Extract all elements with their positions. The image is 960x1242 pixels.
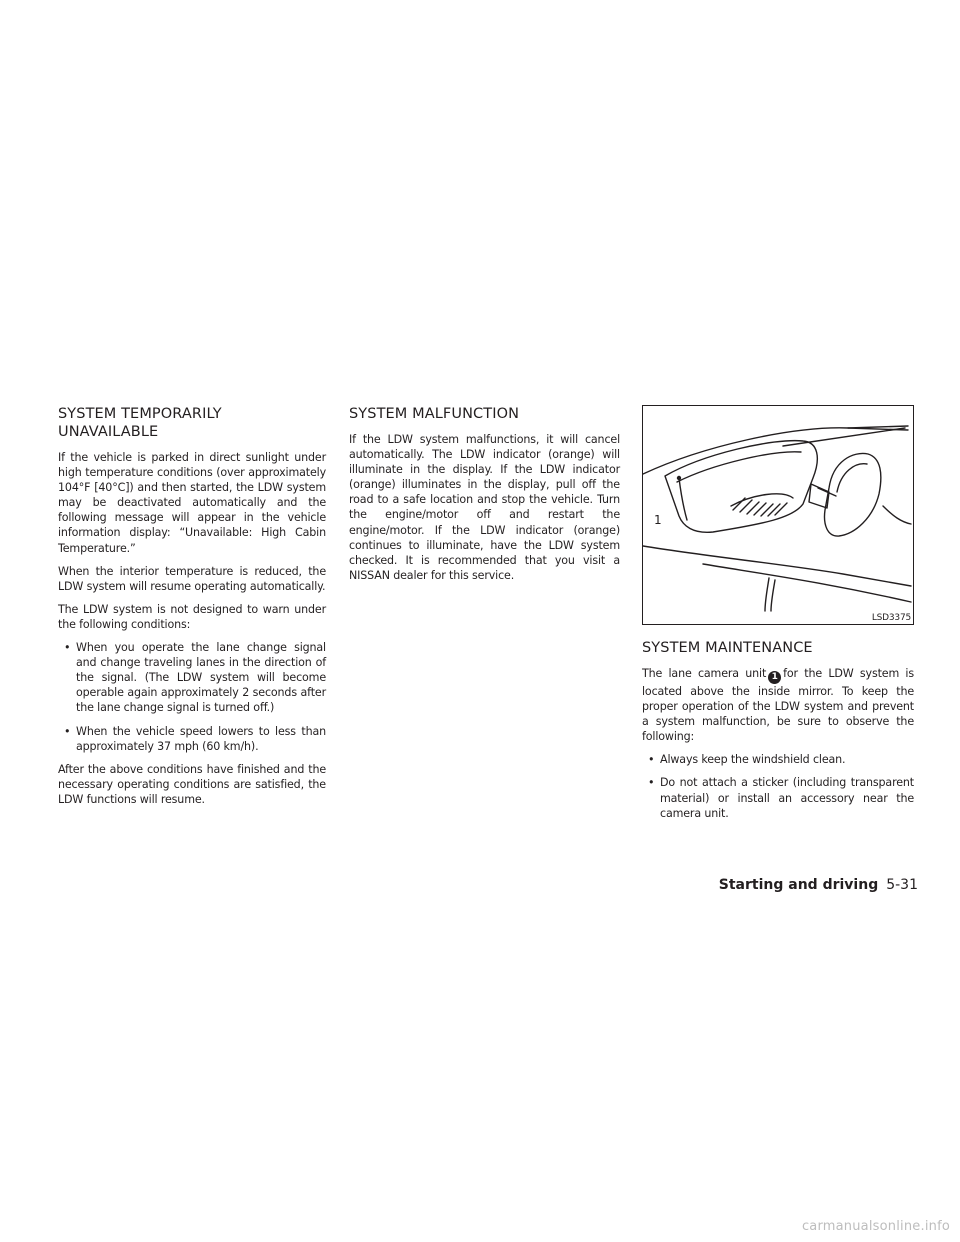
paragraph-malfunction: If the LDW system malfunctions, it will cancel automatically. The LDW indicator (orange) will illuminate in the display. If the LDW indicator (orange) illuminates in the display, pull off the road to a safe location and stop the vehicle. Turn the engine/motor off and restart the engine/motor. If the LDW indicator (orange) continues to illuminate, have the LDW system checked. It is recommended that you visit a NISSAN dealer for this service. (349, 433, 620, 582)
list-item (642, 752, 914, 767)
column-left (58, 405, 326, 815)
figure-label: LSD3375 (871, 613, 911, 623)
windshield-camera-drawing (643, 406, 913, 624)
text-fragment: The lane camera unit (642, 667, 767, 680)
heading-system-maintenance: SYSTEM MAINTENANCE (642, 640, 813, 656)
paragraph-high-temperature: If the vehicle is parked in direct sunlight under high temperature conditions (over approximately 104°F [40°C]) and then started, the LDW system may be deactivated automatically and the following message will appear in the vehicle information display: “Unavailable: High Cabin Temperature.” (58, 451, 326, 555)
maintenance-list (642, 752, 914, 820)
footer-section-title: Starting and driving (718, 877, 879, 893)
watermark: carmanualsonline.info (801, 1219, 950, 1234)
callout-number: 1 (654, 513, 662, 527)
bullet-dot: • (648, 753, 655, 767)
bullet-dot: • (64, 724, 71, 738)
list-item-text: When the vehicle speed lowers to less than approximately 37 mph (60 km/h). (76, 724, 326, 753)
bullet-dot: • (648, 776, 655, 790)
list-item (58, 724, 326, 754)
paragraph-camera-location (642, 666, 914, 744)
list-item-text: Do not attach a sticker (including transparent material) or install an accessory near the camera unit. (660, 776, 914, 820)
list-item-text: Always keep the windshield clean. (660, 753, 846, 767)
camera-unit-illustration (642, 405, 914, 625)
conditions-list (58, 640, 326, 754)
paragraph-not-designed: The LDW system is not designed to warn under the following conditions: (58, 602, 326, 631)
callout-badge: 1 (768, 671, 781, 684)
column-right (642, 405, 914, 829)
bullet-dot: • (64, 641, 71, 655)
list-item (642, 775, 914, 820)
list-item (58, 640, 326, 715)
text-fragment: for the LDW system is located above the inside mirror. To keep the proper operation of the LDW system and prevent a system malfunction, be sure to observe the following: (642, 667, 914, 744)
page-footer (719, 876, 918, 894)
heading-system-malfunction: SYSTEM MALFUNCTION (349, 406, 520, 422)
page-number: 5-31 (886, 877, 918, 893)
heading-system-temporarily-unavailable: SYSTEM TEMPORARILY UNAVAILABLE (58, 406, 222, 440)
paragraph-after-conditions: After the above conditions have finished and the necessary operating conditions are satisfied, the LDW functions will resume. (58, 762, 326, 806)
paragraph-resume: When the interior temperature is reduced, the LDW system will resume operating automatically. (58, 564, 326, 593)
list-item-text: When you operate the lane change signal and change traveling lanes in the direction of the signal. (The LDW system will become operable again approximately 2 seconds after the lane change signal is turned off.) (76, 641, 326, 715)
column-middle (349, 405, 620, 591)
